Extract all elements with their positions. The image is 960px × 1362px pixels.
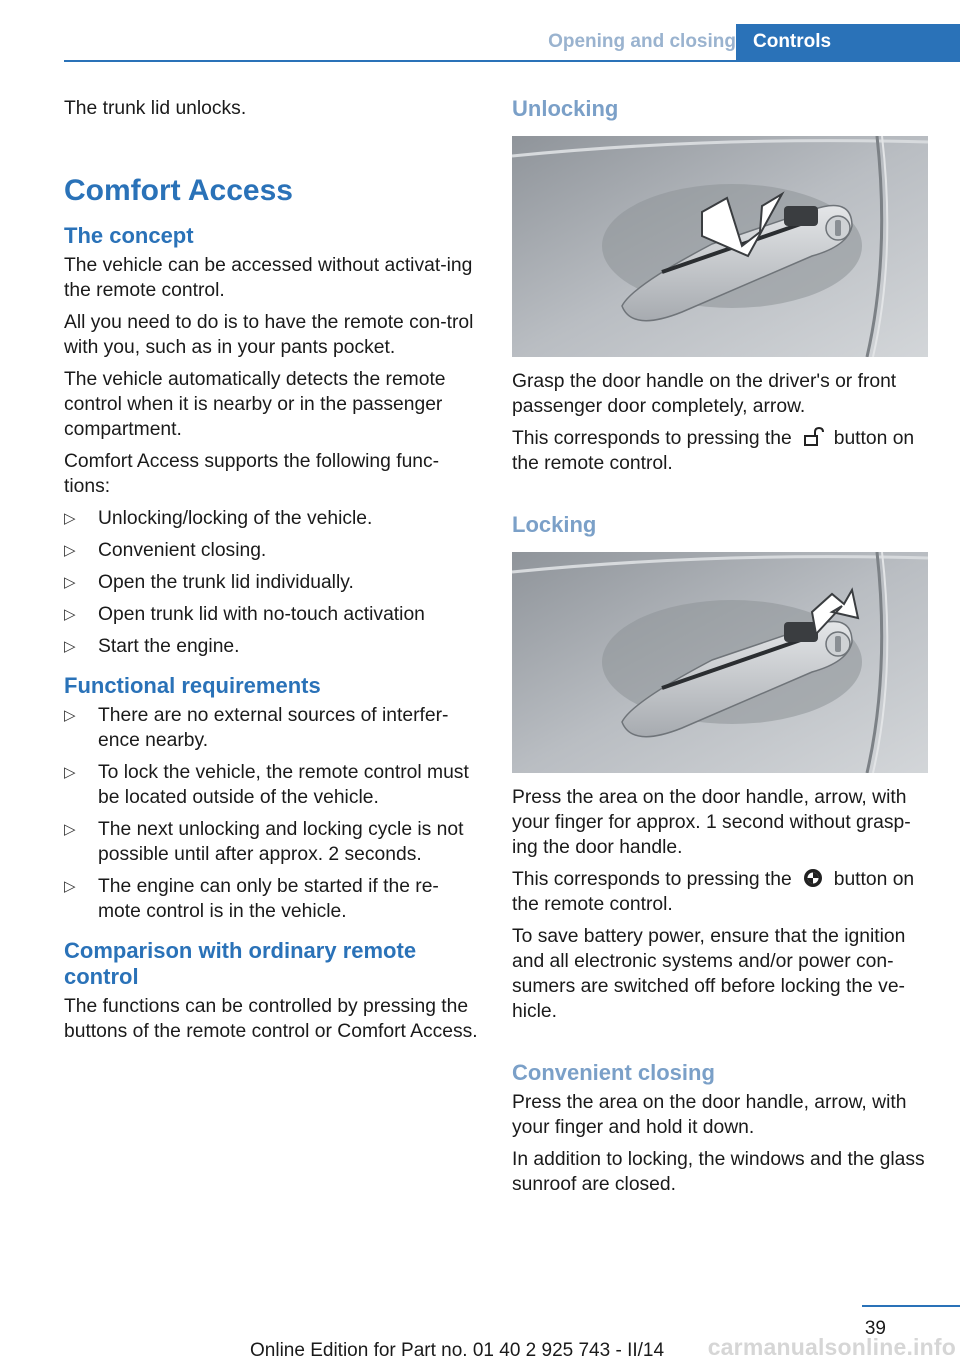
unlocking-door-handle-image: [512, 136, 928, 357]
bullet-triangle-icon: ▷: [64, 510, 76, 527]
right-column: [512, 96, 930, 1204]
comparison-heading: Comparison with ordinary remote control: [64, 938, 417, 989]
comparison-text: The functions can be controlled by pressing the buttons of the remote control or Comfort Access.: [64, 996, 478, 1042]
watermark-text: carmanualsonline.info: [707, 1334, 956, 1360]
list-item: ▷ Open the trunk lid individually.: [64, 572, 354, 593]
locking-door-handle-image: [512, 552, 928, 773]
bullet-triangle-icon: ▷: [64, 606, 76, 623]
unlocking-illustration: [512, 136, 928, 357]
concept-para-1: The vehicle can be accessed without activat‐ing the remote control.: [64, 255, 473, 301]
left-column: [64, 96, 480, 1051]
concept-para-3: The vehicle automatically detects the remote control when it is nearby or in the passenger compartment.: [64, 369, 446, 440]
header-section-title: Opening and closing: [548, 31, 736, 52]
page-header: [0, 0, 960, 62]
bullet-triangle-icon: ▷: [64, 574, 76, 591]
footer-edition: Online Edition for Part no. 01 40 2 925 743 - II/14: [250, 1340, 665, 1361]
intro-text: The trunk lid unlocks.: [64, 98, 247, 119]
requirements-list: [64, 703, 480, 924]
header-rule: [64, 60, 960, 62]
list-item: ▷ The engine can only be started if the re‐mote control is in the vehicle.: [64, 876, 439, 922]
closing-para-1: Press the area on the door handle, arrow, with your finger and hold it down.: [512, 1092, 907, 1138]
list-item: ▷ There are no external sources of interfer‐ence nearby.: [64, 705, 449, 751]
list-item: ▷ Convenient closing.: [64, 540, 267, 561]
locking-heading: Locking: [512, 512, 597, 537]
concept-para-2: All you need to do is to have the remote con‐trol with you, such as in your pants pocket.: [64, 312, 474, 358]
bullet-triangle-icon: ▷: [64, 542, 76, 559]
locking-illustration: [512, 552, 928, 773]
comfort-access-title: Comfort Access: [64, 174, 293, 207]
concept-para-4: Comfort Access supports the following func‐tions:: [64, 451, 440, 497]
functions-list: [64, 506, 480, 659]
bullet-triangle-icon: ▷: [64, 638, 76, 655]
bullet-triangle-icon: ▷: [64, 707, 76, 724]
requirements-heading: Functional requirements: [64, 673, 321, 698]
unlock-icon: [802, 427, 824, 447]
list-item: ▷ Unlocking/locking of the vehicle.: [64, 508, 373, 529]
unlocking-para-2: This corresponds to pressing the button on the remote control.: [512, 428, 915, 474]
convenient-closing-heading: Convenient closing: [512, 1060, 715, 1085]
bullet-triangle-icon: ▷: [64, 764, 76, 781]
list-item: ▷ Start the engine.: [64, 636, 240, 657]
unlocking-heading: Unlocking: [512, 96, 619, 121]
header-chapter-tab: Controls: [736, 24, 960, 60]
list-item: ▷ To lock the vehicle, the remote control must be located outside of the vehicle.: [64, 762, 469, 808]
bullet-triangle-icon: ▷: [64, 878, 76, 895]
concept-heading: The concept: [64, 223, 194, 248]
locking-para-3: To save battery power, ensure that the ignition and all electronic systems and/or power con‐sumers are switched off before locking the ve‐hicle.: [512, 926, 906, 1022]
page-number: 39: [864, 1318, 886, 1339]
list-item: ▷ Open trunk lid with no-touch activation: [64, 604, 425, 625]
list-item: ▷ The next unlocking and locking cycle is not possible until after approx. 2 seconds.: [64, 819, 464, 865]
unlocking-para-1: Grasp the door handle on the driver's or front passenger door completely, arrow.: [512, 371, 897, 417]
bullet-triangle-icon: ▷: [64, 821, 76, 838]
bmw-logo-icon: [802, 868, 824, 888]
closing-para-2: In addition to locking, the windows and the glass sunroof are closed.: [512, 1149, 925, 1195]
locking-para-2: This corresponds to pressing the button on the remote control.: [512, 869, 915, 915]
locking-para-1: Press the area on the door handle, arrow, with your finger for approx. 1 second without grasp‐ing the door handle.: [512, 787, 911, 858]
footer-rule: [862, 1305, 960, 1307]
